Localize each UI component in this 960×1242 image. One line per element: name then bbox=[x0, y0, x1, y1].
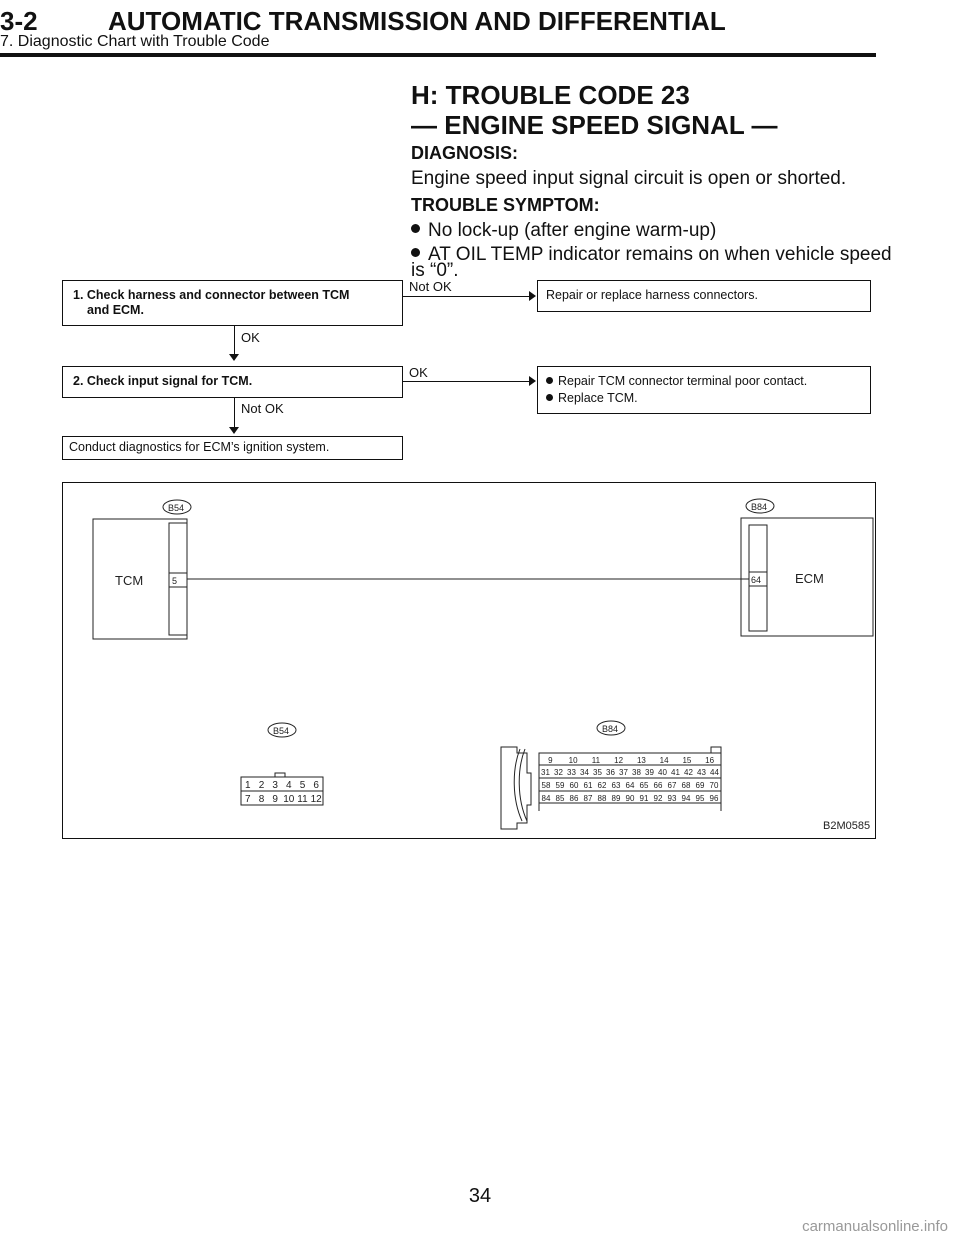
bullet-icon bbox=[546, 394, 553, 401]
connector-pin-label: 90 bbox=[625, 794, 635, 803]
bullet-icon bbox=[411, 248, 420, 257]
symptom-continuation: is “0”. bbox=[411, 260, 459, 281]
connector-pin-label: 96 bbox=[709, 794, 719, 803]
connector-pin-label: 2 bbox=[258, 780, 265, 791]
connector-pin-label: 12 bbox=[614, 756, 624, 765]
connector-pin-label: 70 bbox=[709, 781, 719, 790]
connector-pin-label: 86 bbox=[569, 794, 579, 803]
connector-pin-label: 37 bbox=[619, 768, 628, 777]
section-title-line1: H: TROUBLE CODE 23 bbox=[411, 80, 690, 110]
step-1-text: 1. Check harness and connector between TCM bbox=[73, 288, 350, 302]
arrow-right-icon bbox=[529, 291, 536, 301]
connector-pin-label: 66 bbox=[653, 781, 663, 790]
connector-pin-label: 94 bbox=[681, 794, 691, 803]
bullet-icon bbox=[546, 377, 553, 384]
connector-pin-label: 8 bbox=[258, 794, 265, 805]
connector-pin-label: 39 bbox=[645, 768, 654, 777]
connector-pin-label: 12 bbox=[310, 794, 322, 805]
connector-pin-label: 67 bbox=[667, 781, 677, 790]
connector-pin-label: 14 bbox=[659, 756, 669, 765]
section-title-line2: — ENGINE SPEED SIGNAL — bbox=[411, 110, 778, 140]
connector-pin-label: 9 bbox=[548, 756, 553, 765]
diagnosis-label: DIAGNOSIS: bbox=[411, 143, 519, 163]
step-2-result-box bbox=[537, 366, 871, 414]
symptom-item bbox=[411, 244, 892, 266]
connector-pin-label: 91 bbox=[639, 794, 649, 803]
connector-pin-label: 35 bbox=[593, 768, 602, 777]
connector-pin-label: 58 bbox=[541, 781, 551, 790]
step-2-notok-label: Not OK bbox=[241, 401, 284, 416]
step-1-notok-label: Not OK bbox=[409, 279, 452, 294]
connector-pin-label: 36 bbox=[606, 768, 615, 777]
b54-face-label: B54 bbox=[273, 726, 290, 736]
header-divider bbox=[0, 53, 876, 57]
chapter-title: AUTOMATIC TRANSMISSION AND DIFFERENTIAL bbox=[108, 6, 726, 36]
watermark: carmanualsonline.info bbox=[802, 1218, 948, 1235]
step-2-result-item bbox=[546, 373, 862, 390]
connector-pin-label: 32 bbox=[554, 768, 563, 777]
arrow-down-icon bbox=[229, 354, 239, 361]
tcm-label: TCM bbox=[115, 573, 144, 588]
connector-pin-label: 10 bbox=[283, 794, 295, 805]
connector-pin-label: 43 bbox=[697, 768, 706, 777]
step-1-text-cont: and ECM. bbox=[87, 303, 144, 317]
step-2-text: 2. Check input signal for TCM. bbox=[73, 374, 253, 388]
step-3-text: Conduct diagnostics for ECM’s ignition system. bbox=[69, 440, 330, 454]
step-1-box bbox=[62, 280, 403, 326]
connector-pin-label: 40 bbox=[658, 768, 667, 777]
connector-line bbox=[403, 381, 529, 382]
connector-pin-label: 5 bbox=[299, 780, 306, 791]
chapter-subtitle: 7. Diagnostic Chart with Trouble Code bbox=[0, 33, 270, 50]
connector-pin-label: 44 bbox=[710, 768, 719, 777]
connector-pin-label: 93 bbox=[667, 794, 677, 803]
connector-pin-label: 88 bbox=[597, 794, 607, 803]
connector-pin-label: 63 bbox=[611, 781, 621, 790]
connector-pin-label: 65 bbox=[639, 781, 649, 790]
connector-line bbox=[234, 326, 235, 354]
connector-pin-label: 1 bbox=[245, 780, 251, 791]
connector-pin-label: 68 bbox=[681, 781, 691, 790]
connector-pin-label: 13 bbox=[636, 756, 646, 765]
connector-pin-label: 69 bbox=[695, 781, 705, 790]
connector-pin-label: 16 bbox=[705, 756, 715, 765]
connector-pin-label: 92 bbox=[653, 794, 663, 803]
b84-housing bbox=[501, 747, 531, 829]
step-2-box bbox=[62, 366, 403, 398]
connector-pin-label: 10 bbox=[568, 756, 578, 765]
connector-pin-label: 59 bbox=[555, 781, 565, 790]
b84-face-label: B84 bbox=[602, 724, 619, 734]
symptom-label: TROUBLE SYMPTOM: bbox=[411, 195, 600, 215]
symptom-text: AT OIL TEMP indicator remains on when vehicle speed bbox=[428, 244, 892, 265]
arrow-down-icon bbox=[229, 427, 239, 434]
connector-pin-label: 11 bbox=[297, 794, 308, 805]
connector-pin-label: 11 bbox=[591, 756, 601, 765]
connector-pin-label: 31 bbox=[541, 768, 550, 777]
step-3-box bbox=[62, 436, 403, 460]
ecm-label: ECM bbox=[795, 571, 824, 586]
connector-pin-label: 64 bbox=[625, 781, 635, 790]
connector-pin-label: 95 bbox=[695, 794, 705, 803]
ecm-pin-label: 64 bbox=[751, 575, 762, 585]
connector-pin-label: 4 bbox=[286, 780, 292, 791]
step-1-result-text: Repair or replace harness connectors. bbox=[546, 288, 758, 302]
connector-line bbox=[403, 296, 529, 297]
connector-pin-label: 38 bbox=[632, 768, 641, 777]
wiring-diagram bbox=[62, 482, 876, 839]
step-2-result-text: Repair TCM connector terminal poor contact. bbox=[558, 374, 808, 388]
section-code: 3-2 bbox=[0, 6, 38, 36]
connector-pin-label: 34 bbox=[580, 768, 589, 777]
connector-pin-label: 6 bbox=[313, 780, 319, 791]
b54-label: B54 bbox=[168, 503, 185, 513]
step-2-result-item bbox=[546, 390, 862, 407]
b84-label: B84 bbox=[751, 502, 768, 512]
tcm-pin-label: 5 bbox=[172, 576, 178, 586]
step-1-result-box bbox=[537, 280, 871, 312]
connector-pin-label: 15 bbox=[682, 756, 692, 765]
step-2-result-text: Replace TCM. bbox=[558, 391, 638, 405]
step-1-ok-label: OK bbox=[241, 330, 260, 345]
connector-pin-label: 60 bbox=[569, 781, 579, 790]
connector-pin-label: 9 bbox=[272, 794, 278, 805]
bullet-icon bbox=[411, 224, 420, 233]
diagnosis-text: Engine speed input signal circuit is open or shorted. bbox=[411, 168, 847, 189]
arrow-right-icon bbox=[529, 376, 536, 386]
page-number: 34 bbox=[468, 1185, 492, 1207]
connector-pin-label: 7 bbox=[245, 794, 251, 805]
wiring-diagram-svg bbox=[63, 483, 875, 838]
step-2-ok-label: OK bbox=[409, 365, 428, 380]
connector-pin-label: 41 bbox=[671, 768, 680, 777]
connector-pin-label: 89 bbox=[611, 794, 621, 803]
connector-pin-label: 42 bbox=[684, 768, 693, 777]
connector-line bbox=[234, 398, 235, 427]
section-title bbox=[411, 80, 777, 140]
symptom-item bbox=[411, 220, 716, 242]
connector-pin-label: 33 bbox=[567, 768, 576, 777]
connector-pin-label: 61 bbox=[583, 781, 593, 790]
connector-pin-label: 85 bbox=[555, 794, 565, 803]
connector-pin-label: 3 bbox=[272, 780, 278, 791]
symptom-text: No lock-up (after engine warm-up) bbox=[428, 220, 717, 241]
figure-id: B2M0585 bbox=[823, 820, 871, 832]
connector-pin-label: 87 bbox=[583, 794, 593, 803]
connector-pin-label: 84 bbox=[541, 794, 551, 803]
connector-pin-label: 62 bbox=[597, 781, 607, 790]
